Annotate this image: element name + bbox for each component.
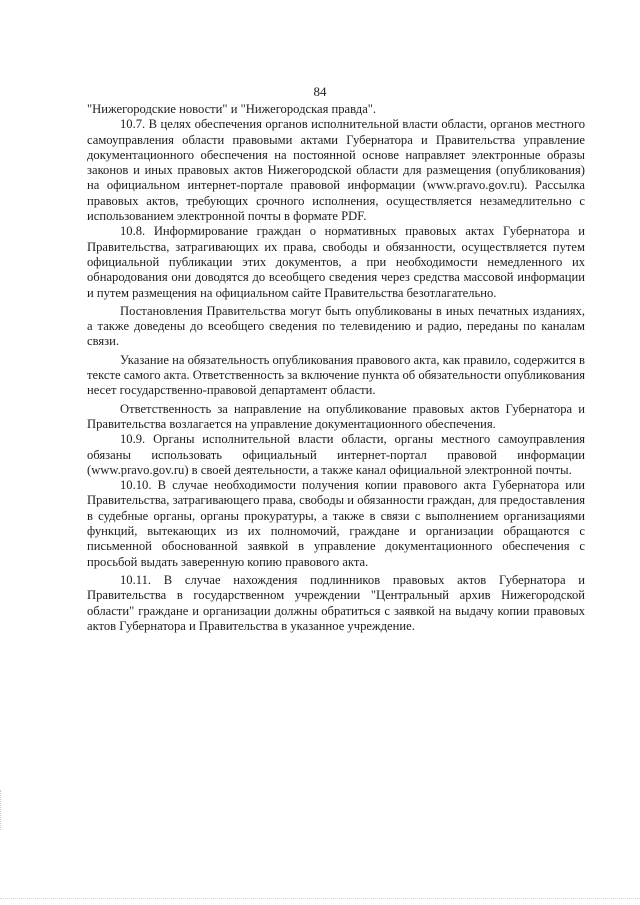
paragraph-10-11: 10.11. В случае нахождения подлинников правовых актов Губернатора и Правительства в государственном учреждении "Центральный архив Нижегородской области" граждане и организации должны обратиться с заявкой на выдачу копии правовых актов Губернатора и Правительства в указанное учреждение. (87, 572, 585, 633)
paragraph-continuation: "Нижегородские новости" и "Нижегородская правда". (87, 102, 377, 116)
page-number: 84 (313, 84, 327, 99)
paragraph-10-10: 10.10. В случае необходимости получения копии правового акта Губернатора или Правительства, затрагивающего права, свободы и обязанности граждан, для предоставления в судебные органы, органы прокуратуры, а также в связи с выполнением организациями функций, вытекающих из их полномочий, граждане и организации обращаются с письменной обоснованной заявкой в управление документационного обеспечения с просьбой выдать заверенную копию правового акта. (87, 478, 585, 569)
scan-bottom-edge (0, 898, 640, 899)
paragraph-publication-obligation: Указание на обязательность опубликования правового акта, как правило, содержится в тексте самого акта. Ответственность за включение пункта об обязательности опубликования несет государственно-правовой департамент области. (87, 352, 586, 398)
paragraph-10-8: 10.8. Информирование граждан о нормативных правовых актах Губернатора и Правительства, затрагивающих их права, свободы и обязанности, осуществляется путем официальной публикации этих документов, а при необходимости немедленного их обнародования они доводятся до всеобщего сведения через средства массовой информации и путем размещения на официальном сайте Правительства безотлагательно. (87, 224, 585, 300)
document-body (87, 102, 585, 634)
paragraph-publication-responsibility: Ответственность за направление на опубликование правовых актов Губернатора и Правительства возлагается на управление документационного обеспечения. (87, 401, 585, 431)
paragraph-publication-channels: Постановления Правительства могут быть опубликованы в иных печатных изданиях, а также доведены до всеобщего сведения по телевидению и радио, переданы по каналам связи. (87, 303, 585, 349)
paragraph-10-9: 10.9. Органы исполнительной власти области, органы местного самоуправления обязаны использовать официальный интернет-портал правовой информации (www.pravo.gov.ru) в своей деятельности, а также канал официальной электронной почты. (87, 432, 585, 477)
scan-edge-mark (0, 790, 3, 830)
paragraph-10-7: 10.7. В целях обеспечения органов исполнительной власти области, органов местного самоуправления области правовыми актами Губернатора и Правительства управление документационного обеспечения на постоянной основе направляет электронные образы законов и иных правовых актов Нижегородской области для размещения (опубликования) на официальном интернет-портале правовой информации (www.pravo.gov.ru). Рассылка правовых актов, требующих срочного исполнения, осуществляется незамедлительно с использованием электронной почты в формате PDF. (87, 117, 585, 224)
